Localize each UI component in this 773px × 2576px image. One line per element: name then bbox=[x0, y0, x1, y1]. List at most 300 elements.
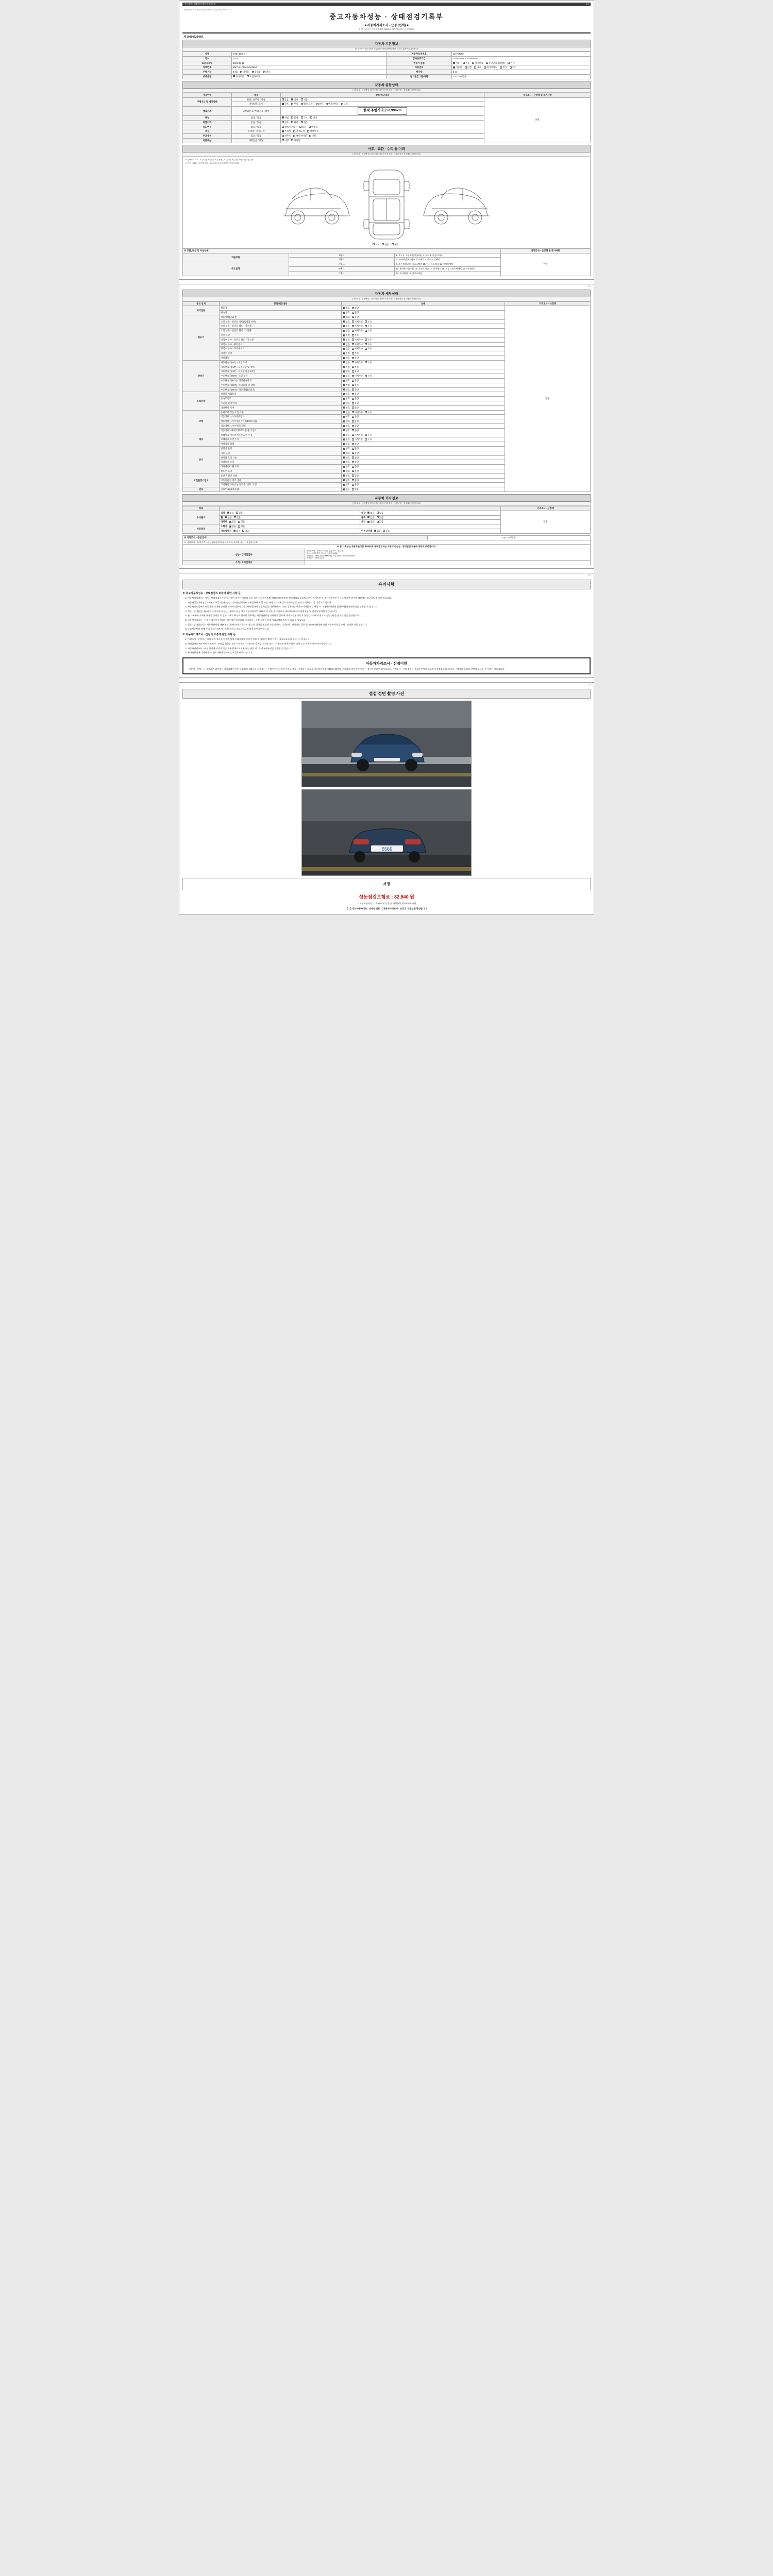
vehicle-rear-photo-art bbox=[302, 790, 472, 876]
detail-option-0[interactable]: 양호 bbox=[343, 447, 349, 450]
car-side-right-diagram bbox=[419, 168, 497, 241]
detail-item-options bbox=[342, 311, 505, 315]
detail-option-1[interactable]: 미세누유 bbox=[352, 438, 363, 441]
detail-option-1[interactable]: 불량 bbox=[352, 456, 359, 460]
detail-option-0[interactable]: 없음 bbox=[343, 488, 349, 491]
other-cell-right bbox=[360, 524, 501, 529]
detail-option-1[interactable]: 불량 bbox=[352, 452, 359, 455]
other-sub2-label: 광택 bbox=[361, 516, 366, 519]
detail-option-1[interactable]: 부족 bbox=[352, 366, 359, 369]
overall-row-recall-label: 리콜대상 bbox=[183, 138, 232, 143]
detail-option-0[interactable]: 적정 bbox=[343, 352, 349, 355]
notice-head-1: ※ 중고자동차성능 · 상태점검의 보증에 관한 사항 등 bbox=[182, 592, 241, 596]
detail-option-1[interactable]: 미세누유 bbox=[352, 325, 363, 328]
other-option-1[interactable]: 있음 bbox=[238, 525, 245, 528]
option-mileage-few[interactable]: 적음 bbox=[301, 98, 308, 101]
option-hydrogen[interactable]: 수소 bbox=[510, 66, 516, 69]
notice-title: 유의사항 bbox=[182, 580, 591, 589]
detail-item-label: 브레이크 오일 누유 bbox=[220, 437, 342, 442]
detail-option-0[interactable]: 없음 bbox=[343, 347, 349, 350]
other-option2-0[interactable]: 없음 bbox=[367, 516, 374, 519]
list-item: 8. 중고자동차의 매매 시 자동차가격조사 · 산정 결과는 참고자료로만 활용하시기 바랍니다. bbox=[188, 628, 591, 631]
detail-item-options bbox=[342, 433, 505, 437]
overall-row-special-detail: 없음 / 있음 bbox=[231, 120, 280, 125]
table-row bbox=[183, 540, 591, 545]
rank-2-items: 5. 쿼터패널(좌/우) 6. 루프패널 7. 사이드실패널 bbox=[395, 258, 501, 262]
page-3-mark: 3/4 bbox=[588, 574, 591, 577]
list-item: 3. 자동차인도일부터 보증기간 이내에 발생한 하자에 대하여 자동차매매업자가 보증책임을 이행하지 아니하는 경우에는 한국소비자원 또는 관할 시 · 도(자동차민원 담당부서)에 분쟁조정을 신청할 수 있습니다. bbox=[188, 605, 591, 608]
option-lpg[interactable]: LPG bbox=[474, 66, 481, 69]
basic-label-fuel: 사용연료 bbox=[386, 65, 452, 70]
company-info bbox=[305, 549, 591, 560]
detail-option-1[interactable]: 있음 bbox=[352, 488, 359, 491]
page-3 bbox=[179, 573, 594, 678]
other-option2-0[interactable]: 없음 bbox=[367, 512, 374, 515]
photos-title: 점검 정면 촬영 사진 bbox=[182, 689, 591, 699]
detail-option-1[interactable]: 불량 bbox=[352, 483, 359, 486]
detail-item-options bbox=[342, 392, 505, 397]
overall-row-tuning-detail: 없음 / 있음 bbox=[231, 115, 280, 120]
option-vin-erased[interactable]: 도말 bbox=[341, 103, 348, 106]
detail-item-options bbox=[342, 428, 505, 433]
detail-item-options bbox=[342, 410, 505, 415]
detail-option-1[interactable]: 미세누유 bbox=[352, 329, 363, 332]
guarantee-body: 「자동차 · 산정」은 시가기준 대비에서 매매업체가 아닌 중립적인 제3자 즉 가격조사 · 산정자가 자동차의 가치를 조사 · 산정하는 것으로 자동차관리법 제58조제4항에 근거하며, 매수인이 원하는 경우에 한하여 실시합니다. 가격조사 · 산정 결과는 중고자동차의 참고적 가격정보로 활용되며, 구매자의 합리적 선택에 도움을 주기 위한 제도입니다. bbox=[187, 668, 505, 671]
other-option2-1[interactable]: 있음 bbox=[377, 512, 383, 515]
detail-item-label: 오일 누유 - 실린더 헤드 / 가스켓 bbox=[220, 324, 342, 329]
detail-item-options bbox=[342, 369, 505, 374]
detail-option-1[interactable]: 부족 bbox=[352, 334, 359, 337]
accident-diagram bbox=[182, 157, 591, 249]
car-side-left-diagram bbox=[276, 168, 354, 241]
page-4-mark: 4/4 bbox=[588, 684, 591, 686]
option-mileage-many[interactable]: 많음 bbox=[282, 98, 289, 101]
detail-option-0[interactable]: 없음 bbox=[343, 375, 349, 378]
document-number: 제 2026062649호 bbox=[183, 36, 204, 39]
option-flood[interactable]: 침수 bbox=[282, 121, 289, 124]
detail-option-0[interactable]: 없음 bbox=[343, 361, 349, 364]
digit-0: 0 bbox=[502, 536, 503, 539]
option-recall-done[interactable]: 이행 bbox=[282, 139, 289, 142]
option-semiauto[interactable]: 세미오토 bbox=[472, 62, 483, 65]
detail-item-options bbox=[342, 460, 505, 465]
other-cell-left bbox=[220, 511, 360, 515]
notice-list-secondary bbox=[182, 638, 591, 654]
detail-option-1[interactable]: 불량 bbox=[352, 425, 359, 428]
table-header-row bbox=[183, 506, 591, 511]
option-etc[interactable]: 기타 bbox=[309, 134, 316, 138]
detail-option-2[interactable]: 누유 bbox=[365, 325, 372, 328]
option-vin-corrosion[interactable]: 부식 bbox=[291, 103, 298, 106]
page-4 bbox=[179, 682, 594, 915]
detail-col-0: 주요 장치 bbox=[183, 301, 220, 306]
detail-col-2: 상태 bbox=[342, 301, 505, 306]
option-vin-diff[interactable]: 상이 bbox=[316, 103, 323, 106]
detail-option-2[interactable]: 누유 bbox=[365, 361, 372, 364]
table-row bbox=[183, 549, 591, 560]
detail-option-0[interactable]: 양호 bbox=[343, 420, 349, 423]
detail-option-1[interactable]: 미세누유 bbox=[352, 361, 363, 364]
guarantee-box bbox=[182, 657, 591, 674]
detail-item-options bbox=[342, 360, 505, 365]
detail-option-1[interactable]: 미세누수 bbox=[352, 343, 363, 346]
detail-option-0[interactable]: 양호 bbox=[343, 415, 349, 418]
other-option-1[interactable]: 있음 bbox=[238, 520, 245, 523]
other-option-1[interactable]: 있음 bbox=[236, 512, 243, 515]
detail-item-options bbox=[342, 424, 505, 429]
vehicle-front-photo-art bbox=[302, 701, 472, 787]
detail-option-0[interactable]: 양호 bbox=[343, 479, 349, 482]
other-option-1[interactable]: 있음 bbox=[242, 530, 249, 533]
detail-option-2[interactable]: 누유 bbox=[365, 375, 372, 378]
detail-item-label: 냉각수 누수 - 실린더 헤드 / 가스켓 bbox=[220, 337, 342, 342]
overall-row-usechange-opts bbox=[280, 125, 484, 129]
page-subnote: ※ 이 기록부는 자동차관리법 제58조에 따라 발급되는 서류입니다. bbox=[358, 28, 415, 30]
detail-option-2[interactable]: 누유 bbox=[365, 320, 372, 324]
detail-option-0[interactable]: 없음 bbox=[343, 329, 349, 332]
rank-2: 2랭크 bbox=[289, 258, 395, 262]
detail-option-0[interactable]: 양호 bbox=[343, 388, 349, 392]
detail-option-0[interactable]: 없음 bbox=[343, 325, 349, 328]
other-col-0: 항목 bbox=[183, 506, 220, 511]
basic-value-baseprice: 0 0 0 0 0 만원 bbox=[452, 74, 591, 79]
rank-a: A랭크 bbox=[289, 262, 395, 267]
option-use-rental[interactable]: 대여용 bbox=[240, 71, 249, 74]
section-overall-subtitle: (가격조사 · 산정액 및 특기사항은 자동차가격조사 · 산정을 받는 경우에만 기재합니다) bbox=[182, 89, 591, 93]
overall-row-recall-opts bbox=[280, 138, 484, 143]
detail-option-0[interactable]: 양호 bbox=[343, 425, 349, 428]
legend-welding: 용접 bbox=[392, 243, 398, 246]
detail-option-2[interactable]: 누수 bbox=[365, 343, 372, 346]
other-option-0[interactable]: 없음 bbox=[233, 530, 240, 533]
option-rental[interactable]: 렌트(대여용) bbox=[282, 126, 297, 129]
detail-option-1[interactable]: 미세누유 bbox=[352, 375, 363, 378]
detail-option-1[interactable]: 불량 bbox=[352, 465, 359, 468]
list-item: 2. 매매업자는 매수인이 가격조사 · 산정을 원하는 경우 가격조사 · 산정자로 하여금 가격을 조사 · 산정하게 하여야 하며 이에 드는 비용은 매수인이 부담합니다. bbox=[188, 642, 591, 646]
option-tuning-legal[interactable]: 적법 bbox=[282, 116, 289, 120]
company-line-1: 주소 : 서울특별시 강남구 테헤란로 000 bbox=[306, 552, 338, 554]
detail-item-label: 오일 누유 - 실린더 블록 / 오일팬 bbox=[220, 329, 342, 333]
other-cell-left bbox=[220, 515, 360, 520]
detail-option-0[interactable]: 적정 bbox=[343, 366, 349, 369]
option-vin-damage[interactable]: 훼손(오손) bbox=[301, 103, 313, 106]
detail-option-1[interactable]: 불량 bbox=[352, 474, 359, 478]
detail-item-label: 동력조향 작동 오일 누유 bbox=[220, 410, 342, 415]
company-line-2: 전화번호 : 0000-1000-0000 사업자등록번호 : 000-00-00000 bbox=[306, 554, 355, 557]
detail-item-label: 연료누출(LPG포함) bbox=[220, 487, 342, 492]
option-color-full-repaint[interactable]: 전체도색 bbox=[293, 130, 305, 133]
detail-option-0[interactable]: 양호 bbox=[343, 465, 349, 468]
detail-item-options bbox=[342, 374, 505, 379]
table-row bbox=[183, 306, 591, 311]
overall-row-usechange-label: 용도변경 bbox=[183, 125, 232, 129]
option-recall-pending[interactable]: 미이행 bbox=[291, 139, 300, 142]
option-mileage-normal[interactable]: 적정 bbox=[291, 98, 298, 101]
diagram-legend bbox=[185, 243, 588, 246]
other-option2-0[interactable]: 없음 bbox=[367, 520, 374, 523]
detail-item-options bbox=[342, 401, 505, 406]
detail-option-0[interactable]: 양호 bbox=[343, 406, 349, 410]
detail-option-0[interactable]: 없음 bbox=[343, 320, 349, 324]
overall-row-tuning-opts bbox=[280, 115, 484, 120]
other-price-value: 만원 bbox=[500, 511, 590, 533]
detail-option-0[interactable]: 없음 bbox=[343, 338, 349, 342]
detail-option-0[interactable]: 양호 bbox=[343, 397, 349, 400]
other-cell-right bbox=[360, 529, 501, 533]
other-option2-0[interactable]: 없음 bbox=[374, 530, 381, 533]
other-option-0[interactable]: 없음 bbox=[225, 516, 231, 519]
list-item: 3. 자동차가격조사 · 산정 결과에 이의가 있는 경우 한국소비자원 또는 관할 시 · 도에 분쟁조정을 신청할 수 있습니다. bbox=[188, 647, 591, 650]
footer-note-1: 「 자동차관리법 」 제58조 및 같은 법 시행규칙 제120조에 따라 bbox=[357, 902, 416, 905]
other-option-0[interactable]: 없음 bbox=[229, 520, 236, 523]
detail-option-1[interactable]: 불량 bbox=[352, 470, 359, 473]
diagram-note-2: ※ 하단 상태표시 항목별 기준(주요골재, 기타 주체부품 상태에 따라) bbox=[185, 162, 240, 164]
other-group-repair: 수리필요 bbox=[183, 511, 220, 524]
basic-label-year: 연식 bbox=[183, 56, 232, 61]
option-tuning-structure[interactable]: 구조 bbox=[301, 116, 308, 120]
option-cvt[interactable]: 무단변속기(CVT) bbox=[486, 62, 505, 65]
detail-option-1[interactable]: 불량 bbox=[352, 316, 359, 319]
other-option-0[interactable]: 없음 bbox=[229, 525, 236, 528]
detail-option-2[interactable]: 누수 bbox=[365, 347, 372, 350]
detail-item-options bbox=[342, 315, 505, 319]
detail-option-1[interactable]: 불량 bbox=[352, 447, 359, 450]
current-mileage-box: 현재 주행거리 | 52,999km bbox=[358, 107, 407, 115]
table-row bbox=[183, 545, 591, 549]
detail-item-options bbox=[342, 351, 505, 356]
detail-option-1[interactable]: 불량 bbox=[352, 357, 359, 360]
option-insurer-warranty[interactable]: 보험사보증 bbox=[247, 75, 260, 78]
detail-option-1[interactable]: 불량 bbox=[352, 429, 359, 432]
detail-option-2[interactable]: 누유 bbox=[365, 329, 372, 332]
detail-item-label: 추진축 및 베어링 bbox=[220, 401, 342, 406]
option-navigation[interactable]: 내비게이션 bbox=[293, 134, 307, 138]
detail-option-1[interactable]: 불량 bbox=[352, 311, 359, 314]
detail-option-1[interactable]: 부족 bbox=[352, 384, 359, 387]
detail-item-options bbox=[342, 342, 505, 347]
other-col-1 bbox=[220, 506, 501, 511]
other-sub-label: 사용설명서 bbox=[221, 529, 231, 532]
basic-value-year: 2021 bbox=[231, 56, 386, 61]
diagram-note-1: ※ 상태표시 부호 : X (교환), W (판금 또는 용접), C (부식), A (흠집), U (요철), T (손상) bbox=[185, 158, 254, 161]
detail-option-0[interactable]: 양호 bbox=[343, 443, 349, 446]
other-option2-1[interactable]: 있음 bbox=[377, 516, 383, 519]
detail-option-1[interactable]: 불량 bbox=[352, 393, 359, 396]
detail-item-label: 실내송풍 모터 bbox=[220, 460, 342, 465]
detail-option-1[interactable]: 불량 bbox=[352, 388, 359, 392]
basic-label-regno: 자동차등록번호 bbox=[386, 52, 452, 57]
detail-option-0[interactable]: 양호 bbox=[343, 452, 349, 455]
detail-item-options bbox=[342, 473, 505, 478]
option-auto[interactable]: 자동 bbox=[453, 62, 460, 65]
overall-row-emission-value bbox=[280, 107, 484, 116]
option-lease[interactable]: 리스 bbox=[299, 126, 306, 129]
detail-item-label: 디퍼렌셜 기어 bbox=[220, 405, 342, 410]
detail-option-1[interactable]: 미세누유 bbox=[352, 434, 363, 437]
other-option-1[interactable]: 있음 bbox=[234, 516, 241, 519]
detail-option-0[interactable]: 양호 bbox=[343, 429, 349, 432]
detail-option-2[interactable]: 누유 bbox=[365, 438, 372, 441]
detail-option-0[interactable]: 양호 bbox=[343, 461, 349, 464]
detail-option-0[interactable]: 없음 bbox=[343, 434, 349, 437]
option-tuning-illegal[interactable]: 불법 bbox=[291, 116, 298, 120]
detail-item-label: 자동변속기(A/T) - 오일 누유 bbox=[220, 360, 342, 365]
detail-option-1[interactable]: 불량 bbox=[352, 420, 359, 423]
option-vin-altered[interactable]: 변조(변타) bbox=[326, 103, 338, 106]
overall-row-emission-label: 배출가스 bbox=[183, 107, 232, 116]
section-other-subtitle: (가격조사 · 산정액 및 특기사항은 자동차가격조사 · 산정을 받는 경우에만 기재합니다) bbox=[182, 502, 591, 506]
other-cell-left bbox=[220, 529, 360, 533]
other-option2-1[interactable]: 있음 bbox=[383, 530, 390, 533]
detail-item-options bbox=[342, 447, 505, 451]
signature-area: 서명 bbox=[182, 878, 591, 890]
detail-item-label: 작동상태 - 파워크랭크도 및 볼 조인트 bbox=[220, 428, 342, 433]
rank-1: 1랭크 bbox=[289, 253, 395, 258]
option-commercial[interactable]: 영업용 bbox=[309, 126, 317, 129]
detail-col-1: 항목/해당내용 bbox=[220, 301, 342, 306]
section-detail-subtitle: (가격조사 · 산정액 및 특기사항은 자동차가격조사 · 산정을 받는 경우에만 기재합니다) bbox=[182, 297, 591, 301]
accident-parts-col-price: 가격조사 · 산정액 및 특기사항 bbox=[500, 248, 590, 253]
detail-item-options bbox=[342, 365, 505, 369]
company-line-0: 점검업체명 : 행복한 카 점검 (주) 대표 : 홍길동 bbox=[306, 549, 343, 552]
option-manual[interactable]: 수동 bbox=[463, 62, 469, 65]
detail-item-options bbox=[342, 306, 505, 311]
option-diesel[interactable]: 디젤 bbox=[465, 66, 472, 69]
basic-label-warranty: 보증유형 bbox=[183, 74, 232, 79]
detail-option-0[interactable]: 없음 bbox=[343, 411, 349, 414]
detail-item-label: 라디에이터 팬 모터 bbox=[220, 465, 342, 469]
detail-option-2[interactable]: 누유 bbox=[365, 411, 372, 414]
option-hybrid[interactable]: 하이브리드 bbox=[484, 66, 497, 69]
detail-option-1[interactable]: 불량 bbox=[352, 406, 359, 410]
detail-item-options bbox=[342, 319, 505, 324]
law-note: 자동차관리법 시행규칙 [별지 제82호서식] <개정 2021.1.4.> bbox=[183, 9, 231, 11]
other-info-table bbox=[182, 506, 591, 534]
company-line-3: 점검일자 : 1970-01-01 bbox=[306, 557, 325, 560]
basic-label-carname: 차명 bbox=[183, 52, 232, 57]
option-electric[interactable]: 전기 bbox=[500, 66, 507, 69]
option-color-original[interactable]: 무채색 bbox=[282, 130, 291, 133]
detail-item-options bbox=[342, 397, 505, 401]
basic-value-mileage: 0 km 대여용 영업용 관용 bbox=[231, 70, 386, 75]
basic-value-displacement: 0 cc bbox=[452, 70, 591, 75]
detail-item-options bbox=[342, 324, 505, 329]
detail-option-1[interactable]: 미세누유 bbox=[352, 411, 363, 414]
detail-option-1[interactable]: 미세누유 bbox=[352, 320, 363, 324]
overall-row-mileage-label: 주행거리 및 계기상태 bbox=[183, 97, 232, 107]
detail-option-0[interactable]: 적정 bbox=[343, 334, 349, 337]
basic-label-inspect: 검사유효기간 bbox=[386, 56, 452, 61]
detail-option-1[interactable]: 미세누수 bbox=[352, 338, 363, 342]
option-gasoline[interactable]: 가솔린 bbox=[453, 66, 462, 69]
basic-label-baseprice: 정기점검 기준가액 bbox=[386, 74, 452, 79]
detail-option-1[interactable]: 불량 bbox=[352, 415, 359, 418]
detail-group-7: 고전원전기장치 bbox=[183, 473, 220, 487]
detail-option-0[interactable]: 양호 bbox=[343, 379, 349, 382]
other-option2-1[interactable]: 있음 bbox=[377, 520, 383, 523]
detail-item-label: 수동변속기(M/T) - 기어변속장치 bbox=[220, 379, 342, 383]
detail-option-0[interactable]: 양호 bbox=[343, 311, 349, 314]
detail-option-1[interactable]: 불량 bbox=[352, 397, 359, 400]
detail-option-2[interactable]: 누수 bbox=[365, 338, 372, 342]
option-fire[interactable]: 화재 bbox=[291, 121, 298, 124]
overall-col-0: 사용이력 bbox=[183, 93, 232, 97]
detail-option-1[interactable]: 불량 bbox=[352, 379, 359, 382]
detail-option-1[interactable]: 미세누수 bbox=[352, 347, 363, 350]
option-sunroof[interactable]: 선루프 bbox=[282, 134, 291, 138]
overall-row-emission-detail: 일산화탄소 / 탄화수소 / 매연 bbox=[231, 107, 280, 116]
vehicle-rear-photo bbox=[301, 789, 472, 876]
detail-item-options bbox=[342, 455, 505, 460]
detail-option-0[interactable]: 양호 bbox=[343, 456, 349, 460]
option-use-business[interactable]: 영업용 bbox=[252, 71, 261, 74]
option-total-loss[interactable]: 전손 bbox=[301, 121, 308, 124]
detail-item-options bbox=[342, 337, 505, 342]
option-other-trans[interactable]: 기타 bbox=[508, 62, 514, 65]
option-vin-good[interactable]: 양호 bbox=[282, 103, 289, 106]
detail-item-label: 작동상태(공회전) bbox=[220, 315, 342, 319]
detail-option-1[interactable]: 불량 bbox=[352, 402, 359, 405]
table-row bbox=[183, 97, 591, 102]
overall-row-color-label: 색상 bbox=[183, 129, 232, 134]
other-cell-right bbox=[360, 520, 501, 524]
detail-option-0[interactable]: 없음 bbox=[343, 343, 349, 346]
detail-group-3: 동력전달 bbox=[183, 392, 220, 410]
overall-row-special-opts bbox=[280, 120, 484, 125]
inspection-fee: 성능점검보험료 : 82,940 원 bbox=[359, 894, 414, 900]
option-color-changed[interactable]: 색상변경 bbox=[307, 130, 318, 133]
detail-option-1[interactable]: 불량 bbox=[352, 479, 359, 482]
detail-option-0[interactable]: 양호 bbox=[343, 483, 349, 486]
detail-option-0[interactable]: 양호 bbox=[343, 402, 349, 405]
other-option-0[interactable]: 없음 bbox=[227, 512, 234, 515]
group-outer-panel: 외판부위 bbox=[183, 253, 289, 262]
detail-option-0[interactable]: 양호 bbox=[343, 393, 349, 396]
detail-option-2[interactable]: 누유 bbox=[365, 434, 372, 437]
detail-group-1: 원동기 bbox=[183, 315, 220, 360]
digit-2: 0 bbox=[506, 536, 507, 539]
overall-row-tuning-label: 튜닝 bbox=[183, 115, 232, 120]
detail-option-1[interactable]: 불량 bbox=[352, 307, 359, 310]
detail-option-1[interactable]: 부족 bbox=[352, 352, 359, 355]
accident-price-value: 만원 bbox=[500, 253, 590, 276]
vehicle-front-photo bbox=[301, 701, 472, 787]
detail-option-0[interactable]: 양호 bbox=[343, 307, 349, 310]
totals-digits bbox=[427, 535, 590, 540]
option-self-warranty[interactable]: 자가보증 bbox=[233, 75, 244, 78]
option-use-gov[interactable]: 관용 bbox=[263, 71, 270, 74]
detail-item-options bbox=[342, 437, 505, 442]
other-col-3: 가격조사 · 산정액 bbox=[500, 506, 590, 511]
detail-item-label: 구동축전지 격리 상태 bbox=[220, 478, 342, 483]
list-item: 1. 가격조사 · 산정자는 이에 따라 조사한 가격과 실제 거래가격에 차이가 있을 수 있으며, 해당 가격은 참고자료로 활용하시기 바랍니다. bbox=[188, 638, 591, 641]
detail-option-0[interactable]: 적정 bbox=[343, 384, 349, 387]
detail-option-1[interactable]: 불량 bbox=[352, 461, 359, 464]
detail-option-1[interactable]: 불량 bbox=[352, 370, 359, 373]
option-tuning-device[interactable]: 장치 bbox=[310, 116, 317, 120]
detail-option-1[interactable]: 불량 bbox=[352, 443, 359, 446]
detail-item-label: 자동변속기(A/T) - 작동상태(공회전) bbox=[220, 369, 342, 374]
detail-group-2: 변속기 bbox=[183, 360, 220, 392]
overall-col-1: 내용 bbox=[231, 93, 280, 97]
basic-label-mileage: 주행거리 bbox=[183, 70, 232, 75]
detail-option-0[interactable]: 양호 bbox=[343, 470, 349, 473]
detail-option-0[interactable]: 양호 bbox=[343, 474, 349, 478]
detail-option-0[interactable]: 없음 bbox=[343, 438, 349, 441]
detail-option-0[interactable]: 양호 bbox=[343, 316, 349, 319]
detail-option-0[interactable]: 양호 bbox=[343, 357, 349, 360]
detail-option-0[interactable]: 양호 bbox=[343, 370, 349, 373]
